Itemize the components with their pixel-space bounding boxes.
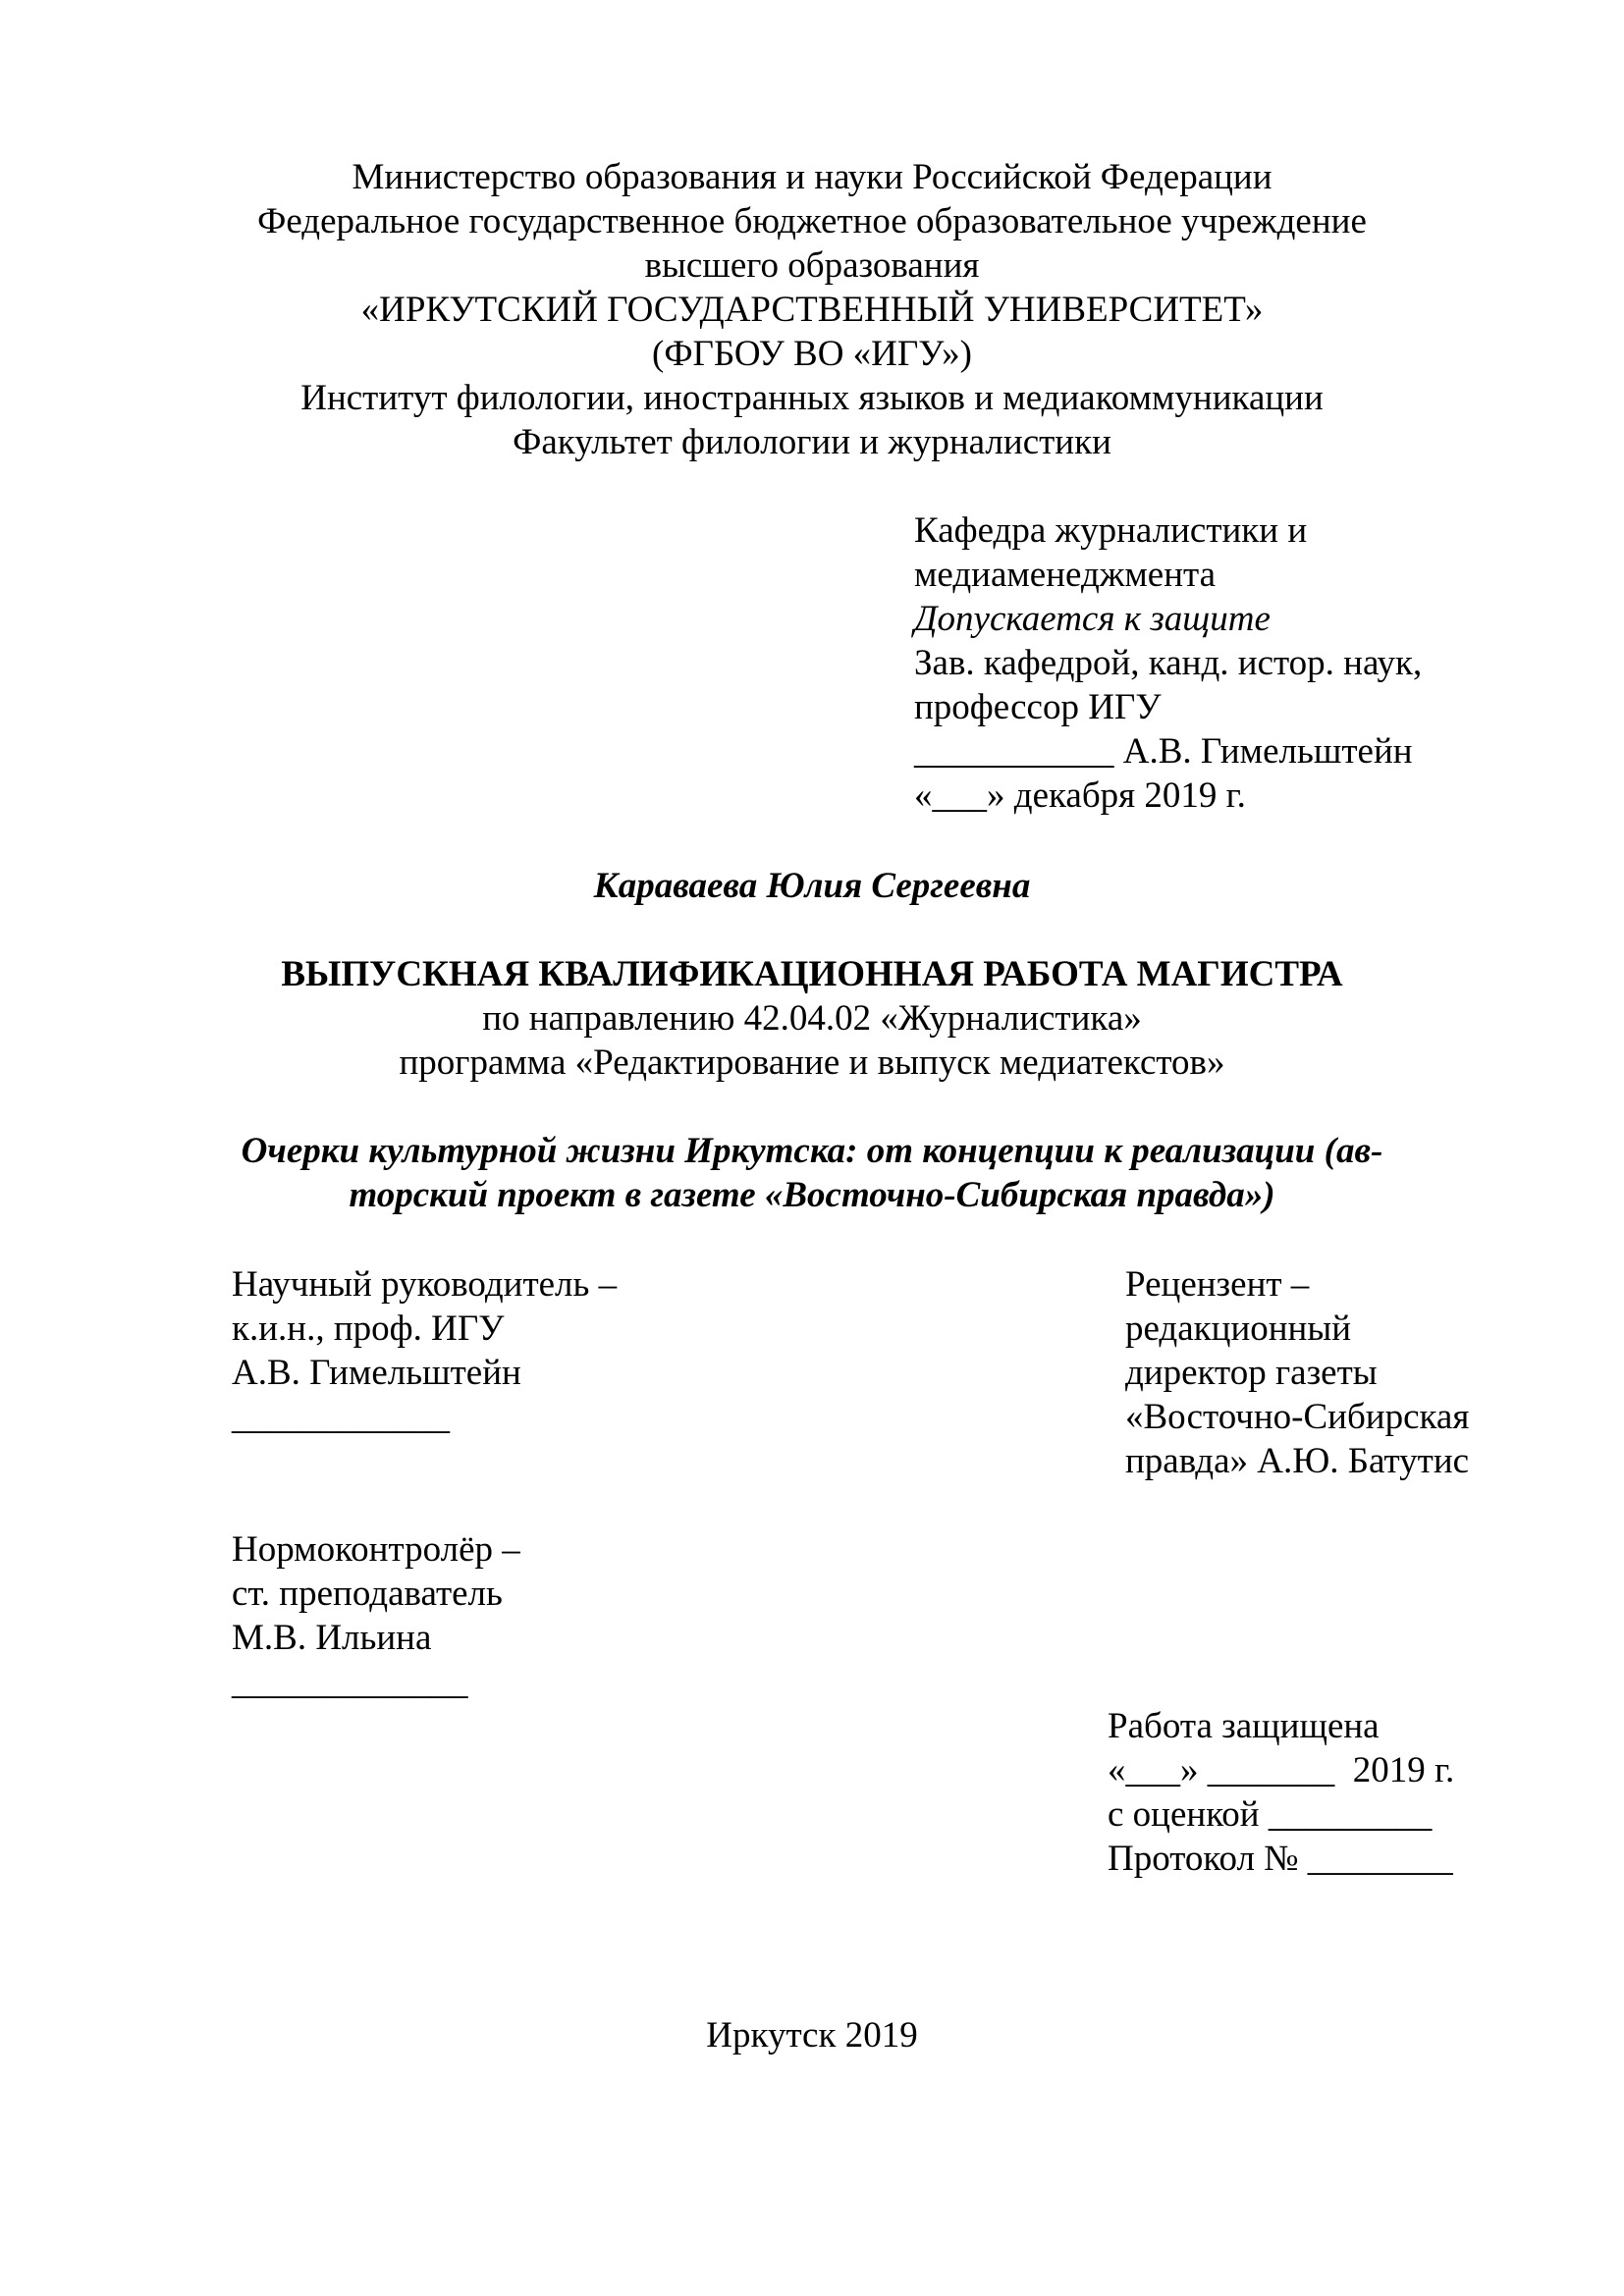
supervisor-signature: ____________ (232, 1397, 450, 1437)
city-year: Иркутск 2019 (706, 2015, 918, 2056)
reviewer-name: правда» А.Ю. Батутис (1125, 1441, 1470, 1481)
admitted-label: Допускается к защите (914, 599, 1271, 639)
supervisor-role: Научный руководитель – (232, 1264, 618, 1305)
education-level-line: высшего образования (644, 245, 980, 286)
normcontrol-name: М.В. Ильина (232, 1618, 432, 1658)
institution-type-line: Федеральное государственное бюджетное образовательное учреждение (257, 201, 1367, 241)
reviewer-newspaper: «Восточно-Сибирская (1125, 1397, 1470, 1437)
work-direction: по направлению 42.04.02 «Журналистика» (482, 998, 1142, 1039)
defense-status: Работа защищена (1108, 1706, 1380, 1746)
reviewer-position-1: редакционный (1125, 1308, 1352, 1349)
reviewer-role: Рецензент – (1125, 1264, 1310, 1305)
institute-line: Институт филологии, иностранных языков и медиакоммуникации (300, 378, 1324, 418)
head-title-line-2: профессор ИГУ (914, 687, 1162, 727)
supervisor-name: А.В. Гимельштейн (232, 1353, 521, 1393)
author-name: Караваева Юлия Сергеевна (593, 866, 1031, 906)
head-title-line-1: Зав. кафедрой, канд. истор. наук, (914, 643, 1423, 683)
normcontrol-position: ст. преподаватель (232, 1574, 503, 1614)
ministry-line: Министерство образования и науки Российской Федерации (352, 157, 1272, 197)
university-name: «ИРКУТСКИЙ ГОСУДАРСТВЕННЫЙ УНИВЕРСИТЕТ» (360, 290, 1264, 330)
department-line-1: Кафедра журналистики и (914, 510, 1308, 551)
normcontrol-signature: _____________ (232, 1662, 468, 1702)
work-type: ВЫПУСКНАЯ КВАЛИФИКАЦИОННАЯ РАБОТА МАГИСТРА (281, 954, 1343, 994)
approval-date-line: «___» декабря 2019 г. (914, 775, 1246, 816)
faculty-line: Факультет филологии и журналистики (513, 422, 1111, 462)
head-signature-line: ___________ А.В. Гимельштейн (914, 731, 1413, 772)
work-title-line-2: торский проект в газете «Восточно-Сибирская правда») (349, 1175, 1275, 1215)
defense-grade: с оценкой _________ (1108, 1794, 1433, 1835)
work-title-line-1: Очерки культурной жизни Иркутска: от концепции к реализации (ав- (241, 1131, 1383, 1171)
defense-protocol: Протокол № ________ (1108, 1839, 1453, 1879)
normcontrol-role: Нормоконтролёр – (232, 1529, 520, 1570)
reviewer-position-2: директор газеты (1125, 1353, 1378, 1393)
supervisor-degree: к.и.н., проф. ИГУ (232, 1308, 505, 1349)
department-line-2: медиаменеджмента (914, 555, 1217, 595)
university-abbr: (ФГБОУ ВО «ИГУ») (652, 334, 972, 374)
work-program: программа «Редактирование и выпуск медиатекстов» (399, 1042, 1225, 1083)
defense-date: «___» _______ 2019 г. (1108, 1750, 1455, 1790)
